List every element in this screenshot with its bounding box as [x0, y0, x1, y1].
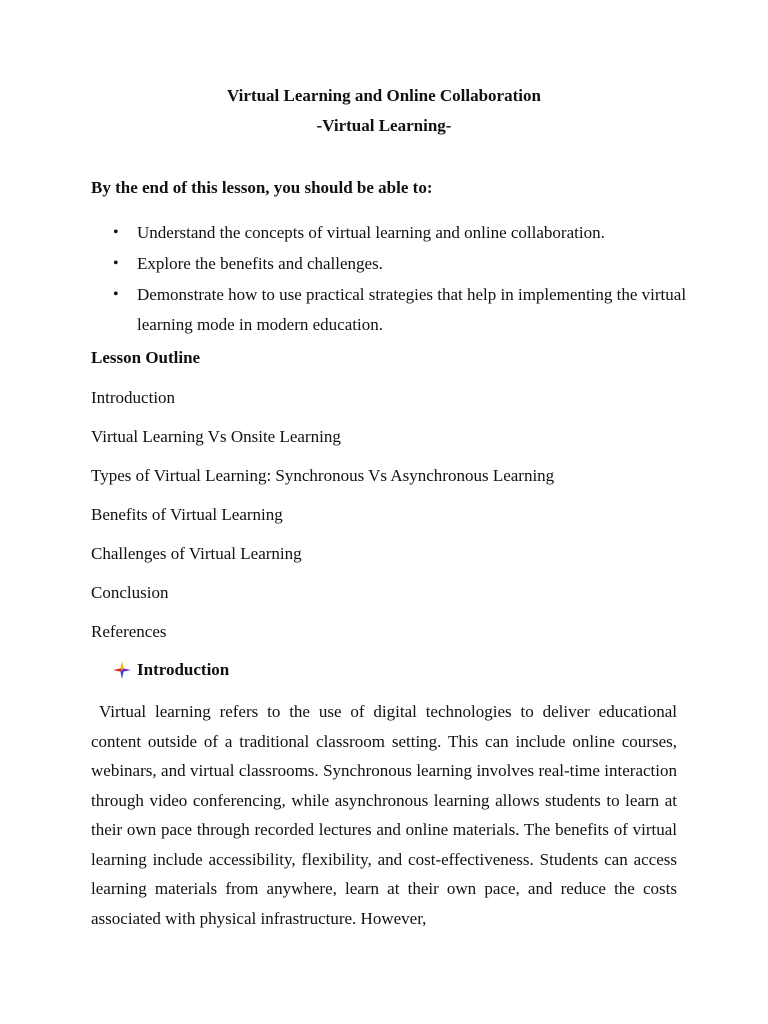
bullet-icon: •	[113, 224, 119, 241]
outline-item: Virtual Learning Vs Onsite Learning	[91, 427, 341, 446]
outline-item: Types of Virtual Learning: Synchronous Vs Asynchronous Learning	[91, 466, 555, 485]
objective-text: Demonstrate how to use practical strategies that help in implementing the virtual learning mode in modern education.	[137, 285, 687, 334]
list-item	[91, 218, 691, 248]
bullet-icon: •	[113, 255, 119, 272]
outline-item: Introduction	[91, 388, 176, 407]
objectives-list	[91, 218, 691, 341]
list-item	[91, 280, 691, 340]
intro-paragraph: Virtual learning refers to the use of digital technologies to deliver educational content outside of a traditional classroom setting. This can include online courses, webinars, and virtual classrooms. Synchronous learning involves real-time interaction through video conferencing, while asynchronous learning allows students to learn at their own pace through recorded lectures and online materials. The benefits of virtual learning include accessibility, flexibility, and cost-effectiveness. Students can access learning materials from anywhere, learn at their own pace, and reduce the costs associated with physical infrastructure. However,	[91, 702, 677, 928]
document-subtitle: -Virtual Learning-	[316, 116, 452, 135]
objectives-heading: By the end of this lesson, you should be able to:	[91, 178, 433, 197]
outline-list	[91, 387, 554, 660]
section-heading-text: Introduction	[137, 660, 230, 679]
objective-text: Understand the concepts of virtual learning and online collaboration.	[137, 223, 605, 242]
section-heading	[113, 660, 229, 680]
outline-item: References	[91, 622, 167, 641]
list-item	[91, 249, 691, 279]
four-point-star-icon	[113, 661, 131, 679]
objective-text: Explore the benefits and challenges.	[137, 254, 383, 273]
outline-heading: Lesson Outline	[91, 348, 201, 367]
document-title: Virtual Learning and Online Collaboration	[227, 86, 541, 105]
outline-item: Conclusion	[91, 583, 169, 602]
bullet-icon: •	[113, 286, 119, 303]
outline-item: Challenges of Virtual Learning	[91, 544, 302, 563]
outline-item: Benefits of Virtual Learning	[91, 505, 283, 524]
